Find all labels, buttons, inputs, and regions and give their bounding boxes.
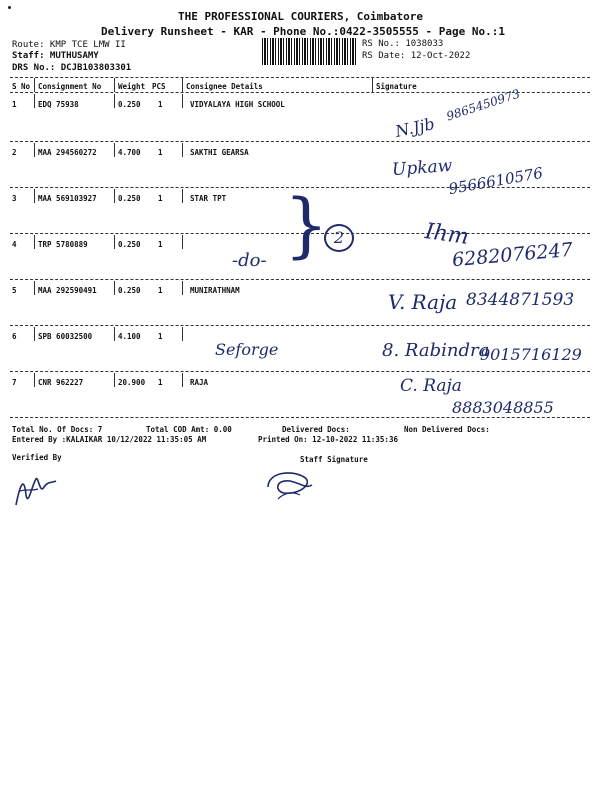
row-weight: 20.900 bbox=[118, 378, 146, 387]
row4-ditto-mark: -do- bbox=[232, 250, 267, 271]
col-divider bbox=[34, 78, 35, 92]
col-header-weight: Weight bbox=[118, 82, 146, 91]
row-separator bbox=[10, 279, 590, 280]
row4-phone: 6282076247 bbox=[451, 238, 574, 272]
row-weight: 4.100 bbox=[118, 332, 141, 341]
row-pcs: 1 bbox=[158, 100, 163, 109]
row-sno: 4 bbox=[12, 240, 17, 249]
delivered-docs: Delivered Docs: bbox=[282, 425, 350, 434]
row-pcs: 1 bbox=[158, 194, 163, 203]
col-header-signature: Signature bbox=[376, 82, 417, 91]
row1-signature: N.Jjb bbox=[393, 114, 437, 141]
row2-signature: Upkaw bbox=[391, 155, 453, 181]
col-divider bbox=[114, 94, 115, 108]
row6-consignee-handwritten: Seforge bbox=[215, 340, 279, 359]
verified-by-label: Verified By bbox=[12, 453, 62, 462]
col-header-consignment: Consignment No bbox=[38, 82, 102, 91]
bracket-mark: } bbox=[284, 184, 329, 266]
company-title: THE PROFESSIONAL COURIERS, Coimbatore bbox=[178, 10, 424, 23]
col-divider bbox=[182, 327, 183, 341]
row-consignment: EDQ 75938 bbox=[38, 100, 79, 109]
col-divider bbox=[34, 235, 35, 249]
row-consignee: MUNIRATHNAM bbox=[190, 286, 240, 295]
col-divider bbox=[114, 235, 115, 249]
col-divider bbox=[114, 373, 115, 387]
col-divider bbox=[34, 327, 35, 341]
row-weight: 0.250 bbox=[118, 286, 141, 295]
rs-date: RS Date: 12-Oct-2022 bbox=[362, 51, 471, 61]
col-divider bbox=[182, 143, 183, 157]
row-sno: 5 bbox=[12, 286, 17, 295]
row-consignee: SAKTHI GEARSA bbox=[190, 148, 249, 157]
row-consignee: RAJA bbox=[190, 378, 209, 387]
total-docs: Total No. Of Docs: 7 bbox=[12, 425, 103, 434]
rs-number: RS No.: 1038033 bbox=[362, 39, 444, 49]
col-divider bbox=[34, 373, 35, 387]
row-pcs: 1 bbox=[158, 378, 163, 387]
row-separator bbox=[10, 325, 590, 326]
row-sno: 7 bbox=[12, 378, 17, 387]
runsheet-title: Delivery Runsheet - KAR - Phone No.:0422-3505555 - Page No.:1 bbox=[101, 25, 505, 38]
row4-signature: Ihm bbox=[423, 219, 471, 250]
printed-on: Printed On: 12-10-2022 11:35:36 bbox=[258, 435, 398, 444]
col-divider bbox=[182, 94, 183, 108]
row-sno: 1 bbox=[12, 100, 17, 109]
row-consignment: SPB 60032500 bbox=[38, 332, 93, 341]
row6-signature: 8. Rabindra bbox=[382, 340, 490, 361]
row-sno: 2 bbox=[12, 148, 17, 157]
row-weight: 0.250 bbox=[118, 100, 141, 109]
scan-speck bbox=[8, 6, 11, 9]
row1-phone: 9865450973 bbox=[444, 86, 522, 124]
col-divider bbox=[182, 281, 183, 295]
col-divider bbox=[182, 235, 183, 249]
col-header-pcs: PCS bbox=[152, 82, 166, 91]
col-divider bbox=[182, 189, 183, 203]
row-separator bbox=[10, 141, 590, 142]
non-delivered-docs: Non Delivered Docs: bbox=[404, 425, 490, 434]
col-divider bbox=[34, 189, 35, 203]
staff-signature-label: Staff Signature bbox=[300, 455, 368, 464]
total-cod-amount: Total COD Amt: 0.00 bbox=[146, 425, 232, 434]
col-divider bbox=[114, 189, 115, 203]
barcode bbox=[262, 38, 358, 65]
verified-by-signature bbox=[10, 465, 60, 513]
row5-signature: V. Raja bbox=[388, 290, 458, 314]
row-separator bbox=[10, 417, 590, 418]
row7-phone: 8883048855 bbox=[452, 398, 554, 417]
col-divider bbox=[114, 143, 115, 157]
row-separator bbox=[10, 371, 590, 372]
row-consignee: STAR TPT bbox=[190, 194, 227, 203]
row-sno: 3 bbox=[12, 194, 17, 203]
col-divider bbox=[182, 78, 183, 92]
col-header-sno: S No bbox=[12, 82, 31, 91]
row-sno: 6 bbox=[12, 332, 17, 341]
col-divider bbox=[34, 143, 35, 157]
col-header-consignee: Consignee Details bbox=[186, 82, 263, 91]
row2-phone: 9566610576 bbox=[447, 163, 545, 199]
col-divider bbox=[114, 327, 115, 341]
entered-by: Entered By :KALAIKAR 10/12/2022 11:35:05 AM bbox=[12, 435, 207, 444]
route-label: Route: KMP TCE LMW II bbox=[12, 40, 126, 50]
row-weight: 0.250 bbox=[118, 194, 141, 203]
col-divider bbox=[34, 94, 35, 108]
row7-signature: C. Raja bbox=[400, 376, 462, 396]
row-pcs: 1 bbox=[158, 148, 163, 157]
row5-phone: 8344871593 bbox=[466, 290, 575, 310]
table-top-rule bbox=[10, 77, 590, 78]
staff-label: Staff: MUTHUSAMY bbox=[12, 51, 99, 61]
col-divider bbox=[114, 281, 115, 295]
drs-number: DRS No.: DCJB103803301 bbox=[12, 63, 132, 73]
row-consignment: CNR 962227 bbox=[38, 378, 84, 387]
col-divider bbox=[34, 281, 35, 295]
row-pcs: 1 bbox=[158, 286, 163, 295]
row-consignment: MAA 294560272 bbox=[38, 148, 97, 157]
row-weight: 0.250 bbox=[118, 240, 141, 249]
col-divider bbox=[182, 373, 183, 387]
row3-circled-count: 2 bbox=[324, 224, 354, 252]
row-consignment: TRP 5780889 bbox=[38, 240, 88, 249]
col-divider bbox=[114, 78, 115, 92]
row-pcs: 1 bbox=[158, 240, 163, 249]
row6-phone: 9015716129 bbox=[480, 345, 582, 364]
staff-signature bbox=[260, 463, 320, 503]
row-consignment: MAA 292590491 bbox=[38, 286, 97, 295]
row-pcs: 1 bbox=[158, 332, 163, 341]
col-divider bbox=[372, 78, 373, 92]
row-consignee: VIDYALAYA HIGH SCHOOL bbox=[190, 100, 285, 109]
row-consignment: MAA 569103927 bbox=[38, 194, 97, 203]
row-weight: 4.700 bbox=[118, 148, 141, 157]
